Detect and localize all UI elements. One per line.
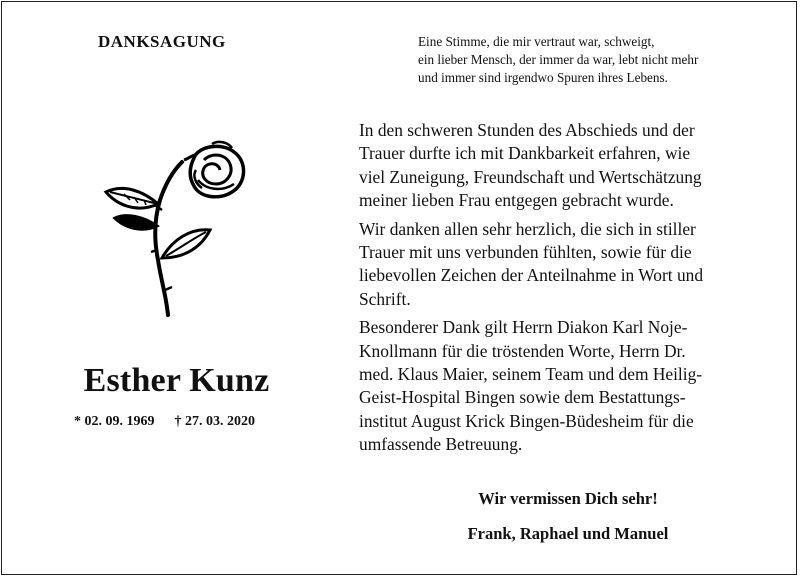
deceased-name: Esther Kunz: [83, 362, 270, 399]
text-line: umfassende Betreuung.: [359, 434, 523, 455]
text-line: Wir danken allen sehr herzlich, die sich in stiller: [359, 218, 696, 239]
text-line: In den schweren Stunden des Abschieds und der: [359, 120, 695, 140]
birth-date: * 02. 09. 1969: [74, 414, 155, 429]
text-line: meiner lieben Frau entgegen gebracht wurde.: [359, 190, 674, 211]
poem-line: ein lieber Mensch, der immer da war, lebt nicht mehr: [418, 52, 699, 67]
text-line: Trauer mit uns verbunden fühlten, sowie für die: [359, 242, 692, 263]
rose-drawing: [102, 140, 250, 322]
paragraph: [359, 316, 779, 456]
paragraph: [359, 218, 779, 312]
poem: [418, 33, 698, 87]
text-line: institut August Krick Bingen-Büdesheim für die: [359, 410, 694, 431]
text-line: Trauer durfte ich mit Dankbarkeit erfahren, wie: [359, 143, 691, 164]
signature: Frank, Raphael und Manuel: [467, 524, 669, 543]
text-line: med. Klaus Maier, seinem Team und dem Heilig-: [359, 364, 703, 385]
text-line: Geist-Hospital Bingen sowie dem Bestattungs-: [359, 387, 686, 408]
text-line: Besonderer Dank gilt Herrn Diakon Karl Noje-: [359, 317, 688, 338]
paragraph: [359, 119, 779, 213]
thank-you-text: [359, 119, 779, 462]
text-line: viel Zuneigung, Freundschaft und Wertschätzung: [359, 166, 702, 187]
closing-line: Wir vermissen Dich sehr!: [478, 489, 658, 508]
poem-line: Eine Stimme, die mir vertraut war, schweigt,: [418, 34, 655, 49]
text-line: Schrift.: [359, 288, 411, 309]
text-line: Knollmann für die tröstenden Worte, Herrn Dr.: [359, 340, 686, 361]
poem-line: und immer sind irgendwo Spuren ihres Lebens.: [418, 70, 668, 85]
death-date: † 27. 03. 2020: [174, 414, 255, 429]
life-dates: [74, 414, 255, 430]
text-line: liebevollen Zeichen der Anteilnahme in Wort und: [359, 265, 704, 286]
notice-heading: DANKSAGUNG: [98, 32, 226, 51]
obituary-notice: [1, 1, 797, 575]
